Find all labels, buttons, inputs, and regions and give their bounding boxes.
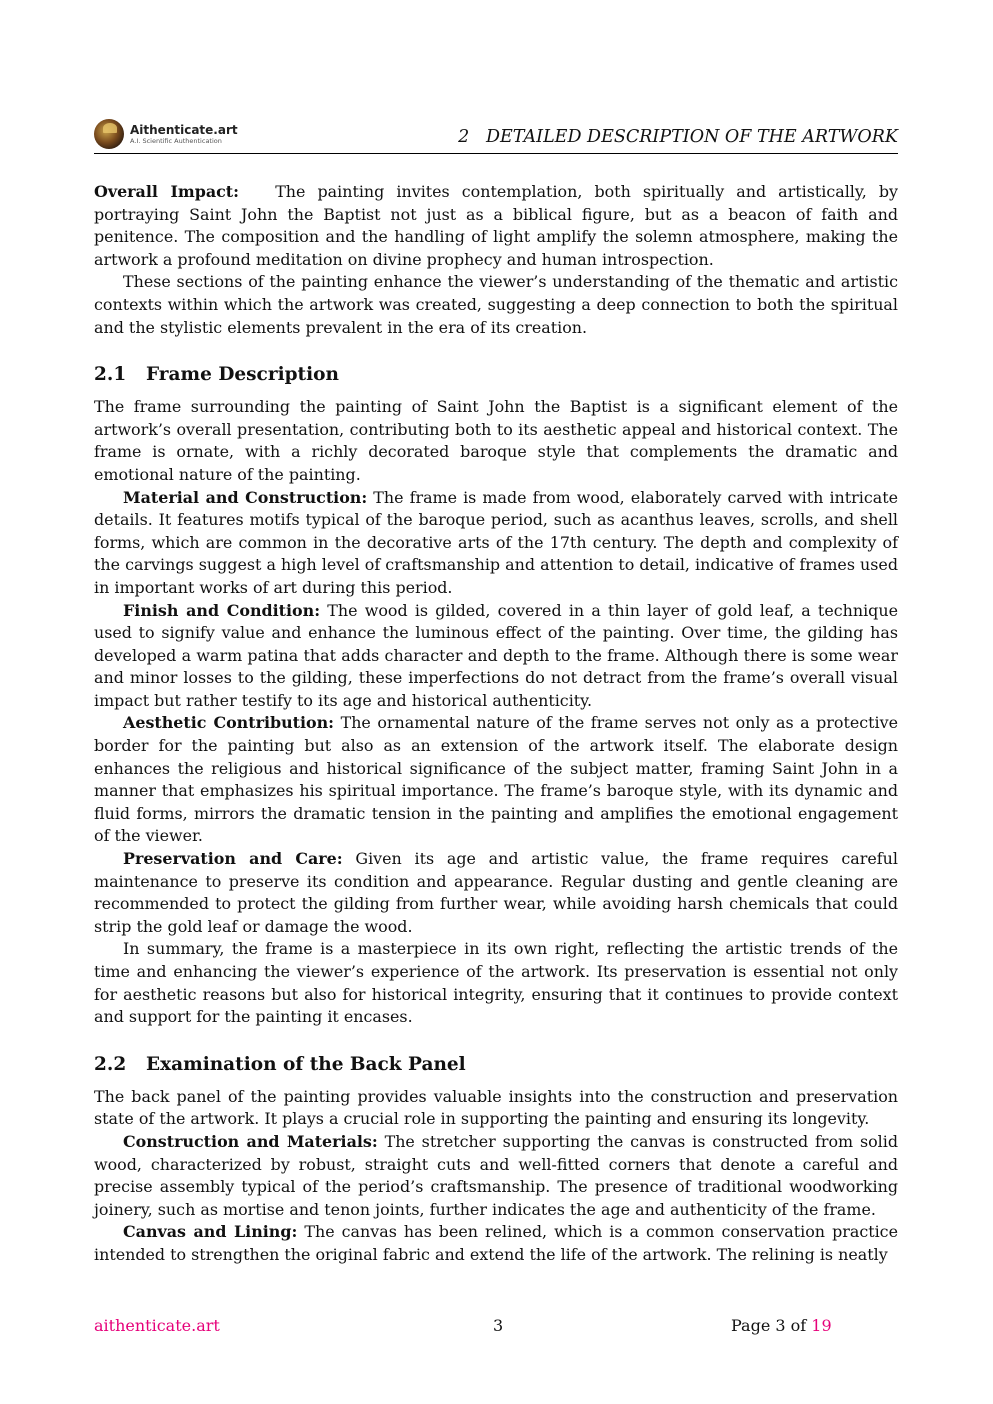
item-text: The canvas has been relined, which is a common conservation practice intended to strengthen the original fabric and extend the life of the artwork. The relining is neatly — [94, 1222, 898, 1264]
item-text: Given its age and artistic value, the frame requires careful maintenance to preserve its condition and appearance. Regular dusting and gentle cleaning are recommended to protect the gilding from further wear, while avoiding harsh chemicals that could strip the gold leaf or damage the wood. — [94, 849, 898, 936]
back-panel-intro-paragraph: The back panel of the painting provides valuable insights into the construction and preservation state of the artwork. It plays a crucial role in supporting the painting and ensuring its longevity. — [94, 1086, 898, 1129]
page-body — [94, 181, 898, 1267]
page-number: 3 — [493, 1316, 504, 1335]
section-title: Examination of the Back Panel — [146, 1053, 466, 1075]
frame-item-paragraph — [94, 487, 898, 600]
page-footer — [94, 1316, 898, 1340]
section-heading-back-panel — [94, 1053, 898, 1077]
logo — [94, 118, 238, 150]
item-text: The ornamental nature of the frame serves not only as a protective border for the painting but also as an extension of the artwork itself. The elaborate design enhances the religious and historical significance of the subject matter, framing Saint John in a manner that emphasizes his spiritual importance. The frame’s baroque style, with its dynamic and fluid forms, mirrors the dramatic tension in the painting and amplifies the emotional engagement of the viewer. — [94, 713, 898, 846]
site-link[interactable]: aithenticate.art — [94, 1316, 220, 1335]
page-count-prefix: Page 3 of — [731, 1316, 807, 1335]
logo-tagline: A.I. Scientific Authentication — [130, 136, 222, 145]
section-heading-frame — [94, 363, 898, 387]
section-number: 2.1 — [94, 364, 127, 386]
frame-summary-paragraph: In summary, the frame is a masterpiece in its own right, reflecting the artistic trends of the time and enhancing the viewer’s experience of the artwork. Its preservation is essential not only for aesthetic reasons but also for historical integrity, ensuring that it continues to provide context and support for the painting it encases. — [94, 939, 898, 1027]
running-head: 2 DETAILED DESCRIPTION OF THE ARTWORK — [458, 127, 898, 147]
section-number: 2.2 — [94, 1053, 127, 1075]
item-label: Finish and Condition: — [123, 600, 321, 620]
page-count — [731, 1316, 832, 1335]
back-panel-item-paragraph — [94, 1131, 898, 1221]
item-label: Construction and Materials: — [123, 1131, 378, 1151]
frame-intro-paragraph: The frame surrounding the painting of Saint John the Baptist is a significant element of the artwork’s overall presentation, contributing both to its aesthetic appeal and historical context. The frame is ornate, with a richly decorated baroque style that complements the dramatic and emotional nature of the painting. — [94, 397, 898, 484]
item-label: Aesthetic Contribution: — [123, 713, 335, 733]
item-label: Canvas and Lining: — [123, 1222, 298, 1242]
item-text: The frame is made from wood, elaborately carved with intricate details. It features motifs typical of the baroque period, such as acanthus leaves, scrolls, and shell forms, which are common in the decorative arts of the 17th century. The depth and complexity of the carvings suggest a high level of craftsmanship and attention to detail, indicative of frames used in important works of art during this period. — [94, 487, 898, 597]
logo-emblem-icon — [94, 119, 124, 149]
item-text: The stretcher supporting the canvas is constructed from solid wood, characterized by robust, straight cuts and well-fitted corners that denote a careful and precise assembly typical of the period’s craftsmanship. The presence of traditional woodworking joinery, such as mortise and tenon joints, further indicates the age and authenticity of the frame. — [94, 1131, 899, 1219]
section-title: Frame Description — [146, 364, 339, 386]
closing-paragraph: These sections of the painting enhance the viewer’s understanding of the thematic and artistic contexts within which the artwork was created, suggesting a deep connection to both the spiritual and the stylistic elements prevalent in the era of its creation. — [94, 272, 898, 337]
page-header — [94, 118, 898, 154]
overall-impact-label: Overall Impact: — [94, 182, 240, 201]
frame-item-paragraph — [94, 848, 898, 938]
item-label: Preservation and Care: — [123, 849, 343, 869]
item-text: The wood is gilded, covered in a thin layer of gold leaf, a technique used to signify value and enhance the luminous effect of the painting. Over time, the gilding has developed a warm patina that adds character and depth to the frame. Although there is some wear and minor losses to the gilding, these imperfections do not detract from the frame’s overall visual impact but rather testify to its age and historical authenticity. — [94, 600, 898, 710]
page-total-link[interactable]: 19 — [811, 1316, 832, 1335]
frame-item-paragraph — [94, 712, 898, 848]
overall-impact-text: The painting invites contemplation, both spiritually and artistically, by portraying Saint John the Baptist not just as a biblical figure, but as a beacon of faith and penitence. The composition and the handling of light amplify the solemn atmosphere, making the artwork a profound meditation on divine prophecy and human introspection. — [94, 182, 899, 269]
back-panel-item-paragraph — [94, 1221, 898, 1266]
header-rule — [94, 153, 898, 154]
overall-impact-paragraph — [94, 181, 898, 271]
frame-item-paragraph — [94, 600, 898, 713]
item-label: Material and Construction: — [123, 487, 368, 507]
logo-name: Aithenticate.art — [130, 122, 238, 137]
